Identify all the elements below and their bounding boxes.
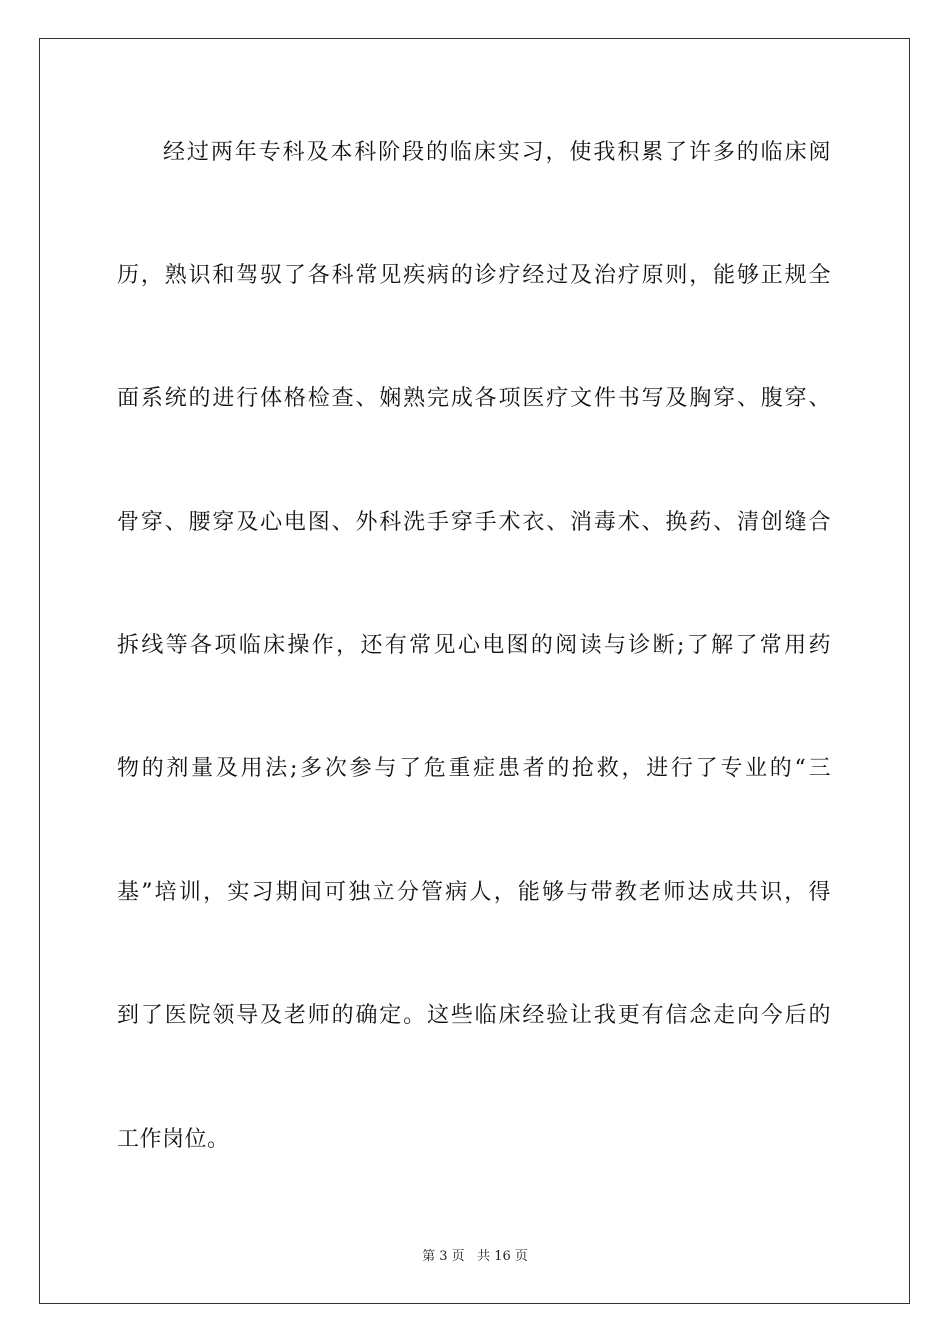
paragraph-line-7: 基”培训，实习期间可独立分管病人，能够与带教老师达成共识，得	[117, 880, 831, 905]
paragraph-line-8: 到了医院领导及老师的确定。这些临床经验让我更有信念走向今后的	[117, 1003, 831, 1028]
paragraph-line-4: 骨穿、腰穿及心电图、外科洗手穿手术衣、消毒术、换药、清创缝合	[117, 510, 831, 535]
paragraph-line-3: 面系统的进行体格检查、娴熟完成各项医疗文件书写及胸穿、腹穿、	[117, 386, 831, 411]
paragraph-line-5: 拆线等各项临床操作，还有常见心电图的阅读与诊断;了解了常用药	[117, 633, 831, 658]
page-number: 第 3 页	[422, 1249, 465, 1264]
paragraph-line-9: 工作岗位。	[117, 1127, 230, 1152]
paragraph-line-6: 物的剂量及用法;多次参与了危重症患者的抢救，进行了专业的“三	[117, 756, 831, 781]
total-pages: 共 16 页	[477, 1249, 528, 1264]
page-footer	[0, 1248, 950, 1266]
page-border	[39, 38, 910, 1304]
paragraph-line-2: 历，熟识和驾驭了各科常见疾病的诊疗经过及治疗原则，能够正规全	[117, 263, 831, 288]
paragraph-line-1: 经过两年专科及本科阶段的临床实习，使我积累了许多的临床阅	[163, 140, 831, 165]
